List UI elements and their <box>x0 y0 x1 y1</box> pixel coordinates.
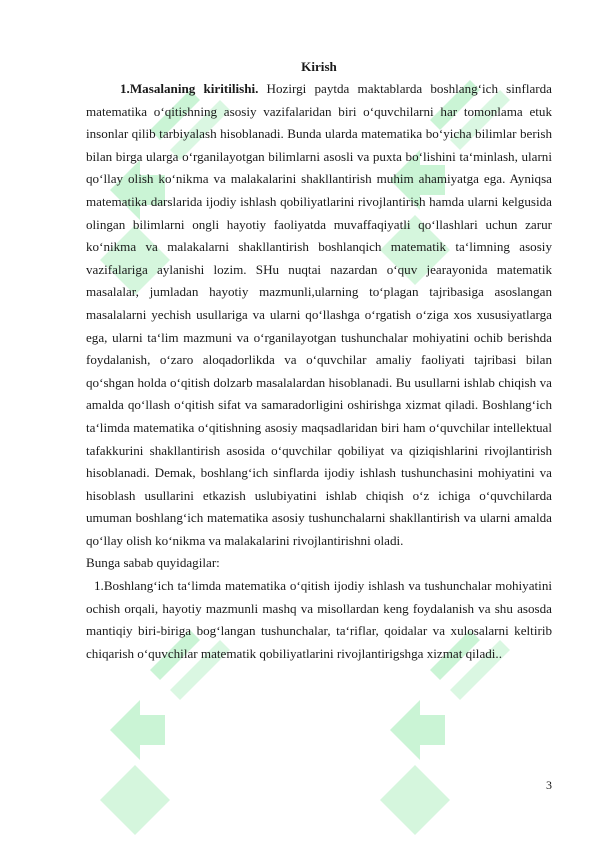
page-number: 3 <box>546 778 552 792</box>
intro-paragraph-text: Hozirgi paytda maktablarda boshlang‘ich sinflarda matematika o‘qitishning asosiy vazifalaridan biri o‘quvchilarni har tomonlama etuk insonlar qilib tarbiyalash hisoblanadi. Bunda ularda matematika bo‘yicha bilimlar berish bilan birga ularga o‘rganilayotgan bilimlarni asosli va puxta bo‘lishini ta‘minlash, ularni qo‘llay olish ko‘nikma va malakalarini shakllantirish muhim ahamiyatga ega. Ayniqsa matematika darslarida ijodiy ishlash qobiliyatlarini rivojlantirish hamda ularni kelgusida olingan bilimlarni ongli hayotiy faoliyatda muvaffaqiyatli qo‘llashlari uchun zarur ko‘nikma va malakalarni shakllantirish boshlanqich matematik ta‘limning asosiy vazifalariga aylanishi lozim. SHu nuqtai nazardan o‘quv jearayonida matematik masalalar, jumladan hayotiy mazmunli,ularning to‘plagan tajribasiga asoslangan masalalarni yechish usullariga va ularni qo‘llashga o‘rgatish o‘ziga xos xususiyatlarga ega, ularni ta‘lim mazmuni va o‘rganilayotgan tushunchalar mohiyatini ochib berishda foydalanish, o‘zaro aloqadorlikda va o‘quvchilar amaliy faoliyati tajribasi bilan qo‘shgan holda o‘qitish dolzarb masalalardan hisoblanadi. Bu usullarni ishlab chiqish va amalda qo‘llash o‘qitish sifat va samaradorligini oshirishga xizmat qiladi. Boshlang‘ich ta‘limda matematika o‘qitishning asosiy maqsadlaridan biri ham o‘quvchilar intellektual tafakkurini shakllantirish asosida o‘quvchilar qobiliyat va qiziqishlarini rivojlantirish hisoblanadi. Demak, boshlang‘ich sinflarda ijodiy ishlash tushunchasini mohiyatini va hisoblash usullarini etkazish uslubiyatini ishlab chiqish o‘z ichiga o‘quvchilarda umuman boshlang‘ich matematika asosiy tushunchalarni shakllantirish va ularni amalda qo‘llay olish ko‘nikma va malakalarini rivojlantirishni oladi. <box>86 81 552 548</box>
reason-one-paragraph: 1.Boshlang‘ich ta‘limda matematika o‘qitish ijodiy ishlash va tushunchalar mohiyatini ochish orqali, hayotiy mazmunli mashq va misollardan keng foydalanish va shu asosda mantiqiy biri-biriga bog‘langan tushunchalar, ta‘riflar, qoidalar va xulosalarni keltirib chiqarish o‘quvchilar matematik qobiliyatlarini rivojlantirigshga xizmat qiladi.. <box>86 578 552 661</box>
document-title: Kirish <box>301 59 337 74</box>
document-body <box>86 56 552 665</box>
intro-paragraph <box>86 78 552 552</box>
reasons-lead-paragraph: Bunga sabab quyidagilar: <box>86 555 220 571</box>
section-heading: 1.Masalaning kiritilishi. <box>120 81 259 96</box>
